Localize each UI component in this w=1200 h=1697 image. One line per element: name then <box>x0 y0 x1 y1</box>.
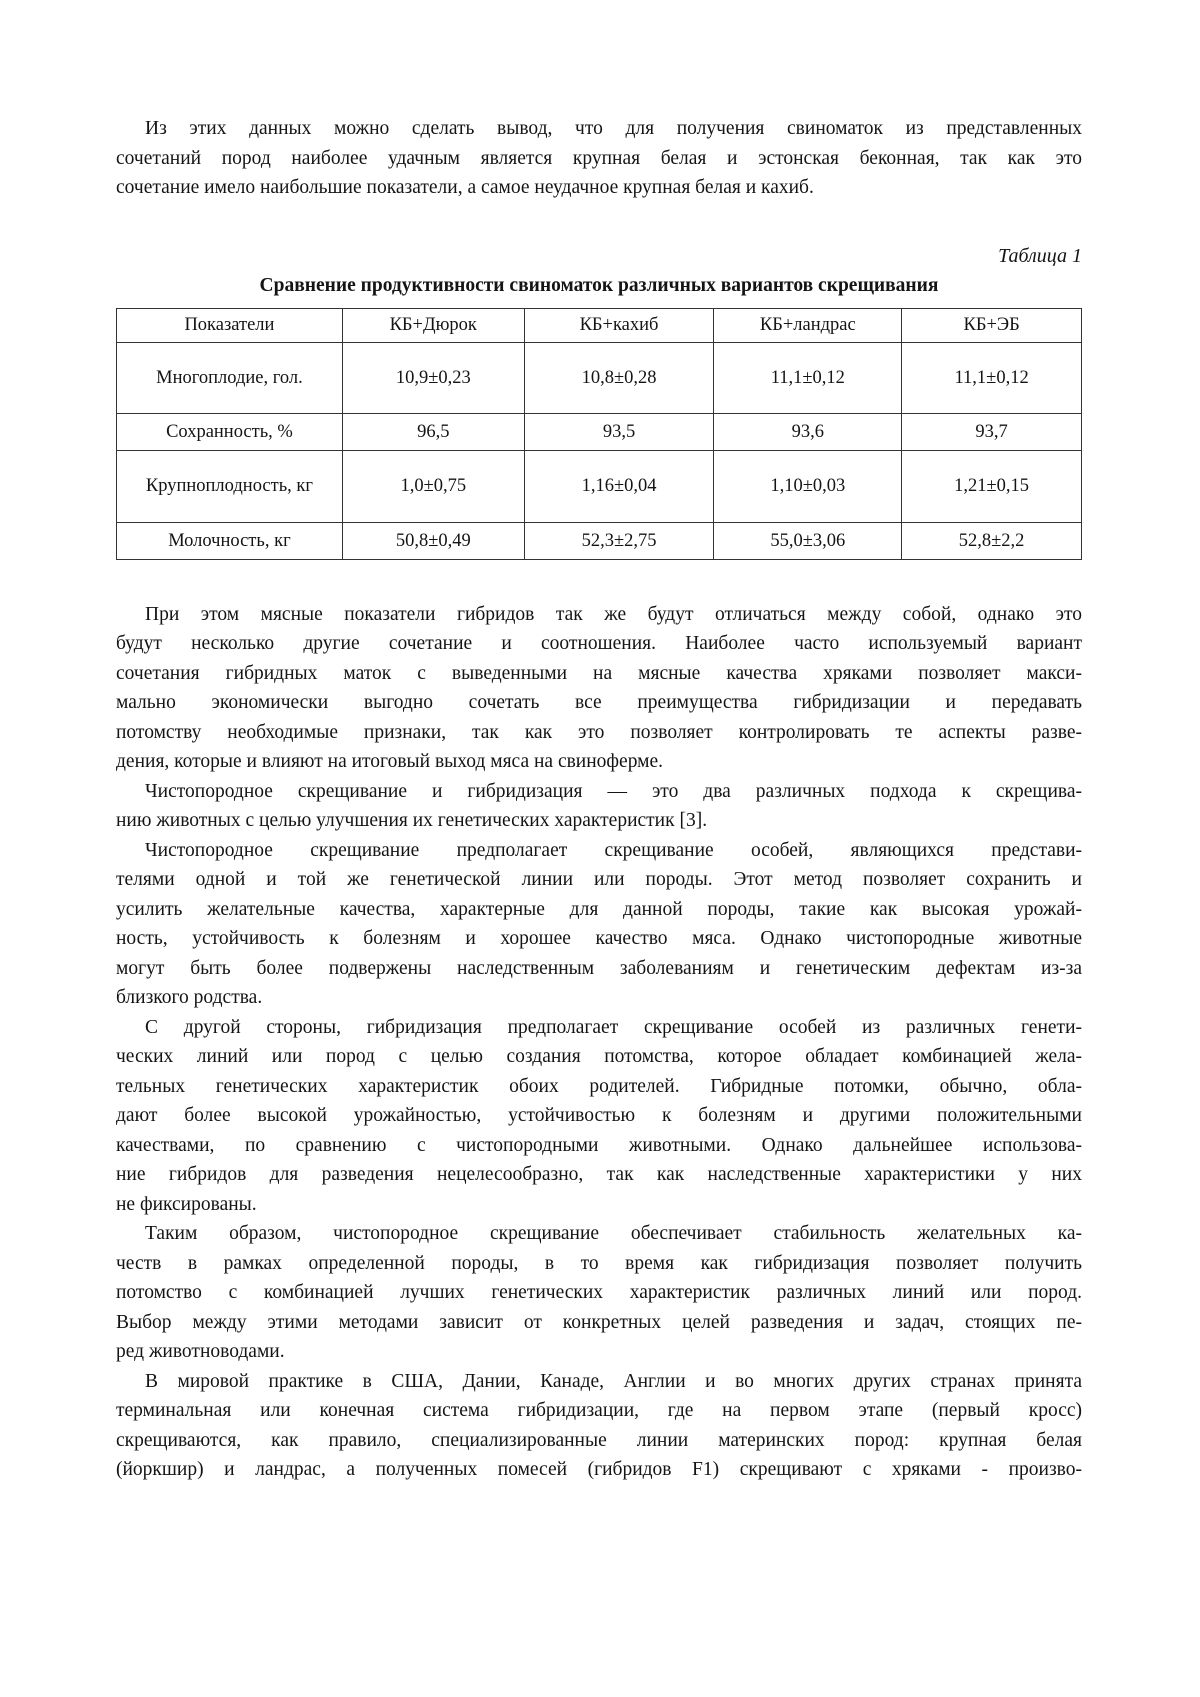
text-line: сочетания гибридных маток с выведенными на мясные качества хряками позволяет макси- <box>116 663 1082 684</box>
text-line: ность, устойчивость к болезням и хорошее качество мяса. Однако чистопородные животные <box>116 928 1082 949</box>
table-title: Сравнение продуктивности свиноматок различных вариантов скрещивания <box>259 275 939 296</box>
table-cell: 52,8±2,2 <box>902 523 1082 560</box>
table-cell: 93,5 <box>524 414 714 451</box>
table-cell: 52,3±2,75 <box>524 523 714 560</box>
table-cell: 10,8±0,28 <box>524 343 714 414</box>
text-line: ред животноводами. <box>116 1341 285 1362</box>
table-cell: 1,21±0,15 <box>902 451 1082 523</box>
text-line: Чистопородное скрещивание предполагает скрещивание особей, являющихся представи- <box>145 840 1082 861</box>
table-cell: 1,0±0,75 <box>342 451 524 523</box>
text-line: ческих линий или пород с целью создания потомства, которое обладает комбинацией жела- <box>116 1046 1082 1067</box>
text-line: нию животных с целью улучшения их генетических характеристик [3]. <box>116 810 708 831</box>
table-cell: 93,7 <box>902 414 1082 451</box>
text-line: В мировой практике в США, Дании, Канаде, Англии и во многих других странах принята <box>145 1371 1082 1392</box>
text-line: не фиксированы. <box>116 1194 257 1215</box>
table-row <box>117 343 1082 414</box>
text-line: тельных генетических характеристик обоих родителей. Гибридные потомки, обычно, обла- <box>116 1076 1082 1097</box>
text-line: честв в рамках определенной породы, в то время как гибридизация позволяет получить <box>116 1253 1082 1274</box>
table-cell: 11,1±0,12 <box>902 343 1082 414</box>
table-cell: 55,0±3,06 <box>714 523 902 560</box>
row-label: Сохранность, % <box>117 414 343 451</box>
text-line: Из этих данных можно сделать вывод, что для получения свиноматок из представленных <box>145 118 1082 139</box>
column-header: КБ+ландрас <box>714 309 902 343</box>
text-line: сочетаний пород наиболее удачным является крупная белая и эстонская беконная, так как это <box>116 148 1082 169</box>
table-row <box>117 414 1082 451</box>
table-cell: 11,1±0,12 <box>714 343 902 414</box>
column-header: Показатели <box>117 309 343 343</box>
text-line: близкого родства. <box>116 987 263 1008</box>
text-line: Выбор между этими методами зависит от конкретных целей разведения и задач, стоящих пе- <box>116 1312 1082 1333</box>
row-label: Крупноплодность, кг <box>117 451 343 523</box>
table-row <box>117 451 1082 523</box>
text-line: усилить желательные качества, характерные для данной породы, такие как высокая урожай- <box>116 899 1082 920</box>
text-line: будут несколько другие сочетание и соотношения. Наиболее часто используемый вариант <box>116 633 1082 654</box>
text-line: При этом мясные показатели гибридов так же будут отличаться между собой, однако это <box>145 604 1082 625</box>
table-cell: 1,10±0,03 <box>714 451 902 523</box>
text-line: терминальная или конечная система гибридизации, где на первом этапе (первый кросс) <box>116 1400 1082 1421</box>
text-line: дают более высокой урожайностью, устойчивостью к болезням и другими положительными <box>116 1105 1082 1126</box>
text-line: могут быть более подвержены наследственным заболеваниям и генетическим дефектам из-за <box>116 958 1082 979</box>
table-cell: 93,6 <box>714 414 902 451</box>
table-cell: 96,5 <box>342 414 524 451</box>
text-line: (йоркшир) и ландрас, а полученных помесей (гибридов F1) скрещивают с хряками - произво- <box>116 1459 1082 1480</box>
text-line: ние гибридов для разведения нецелесообразно, так как наследственные характеристики у них <box>116 1164 1082 1185</box>
table-header-row <box>117 309 1082 343</box>
row-label: Многоплодие, гол. <box>117 343 343 414</box>
text-line: скрещиваются, как правило, специализированные линии материнских пород: крупная белая <box>116 1430 1082 1451</box>
column-header: КБ+кахиб <box>524 309 714 343</box>
column-header: КБ+Дюрок <box>342 309 524 343</box>
text-line: потомству необходимые признаки, так как это позволяет контролировать те аспекты разве- <box>116 722 1082 743</box>
productivity-table <box>116 308 1082 560</box>
table-cell: 50,8±0,49 <box>342 523 524 560</box>
table-caption: Таблица 1 <box>998 245 1082 267</box>
text-line: потомство с комбинацией лучших генетических характеристик различных линий или пород. <box>116 1282 1082 1303</box>
text-line: Чистопородное скрещивание и гибридизация — это два различных подхода к скрещива- <box>145 781 1082 802</box>
text-line: сочетание имело наибольшие показатели, а самое неудачное крупная белая и кахиб. <box>116 177 814 198</box>
text-line: дения, которые и влияют на итоговый выход мяса на свиноферме. <box>116 751 664 772</box>
text-line: телями одной и той же генетической линии или породы. Этот метод позволяет сохранить и <box>116 869 1082 890</box>
column-header: КБ+ЭБ <box>902 309 1082 343</box>
table-cell: 10,9±0,23 <box>342 343 524 414</box>
row-label: Молочность, кг <box>117 523 343 560</box>
text-line: Таким образом, чистопородное скрещивание обеспечивает стабильность желательных ка- <box>145 1223 1082 1244</box>
table-row <box>117 523 1082 560</box>
text-line: качествами, по сравнению с чистопородными животными. Однако дальнейшее использова- <box>116 1135 1082 1156</box>
text-line: мально экономически выгодно сочетать все преимущества гибридизации и передавать <box>116 692 1082 713</box>
text-line: С другой стороны, гибридизация предполагает скрещивание особей из различных генети- <box>145 1017 1082 1038</box>
table-cell: 1,16±0,04 <box>524 451 714 523</box>
